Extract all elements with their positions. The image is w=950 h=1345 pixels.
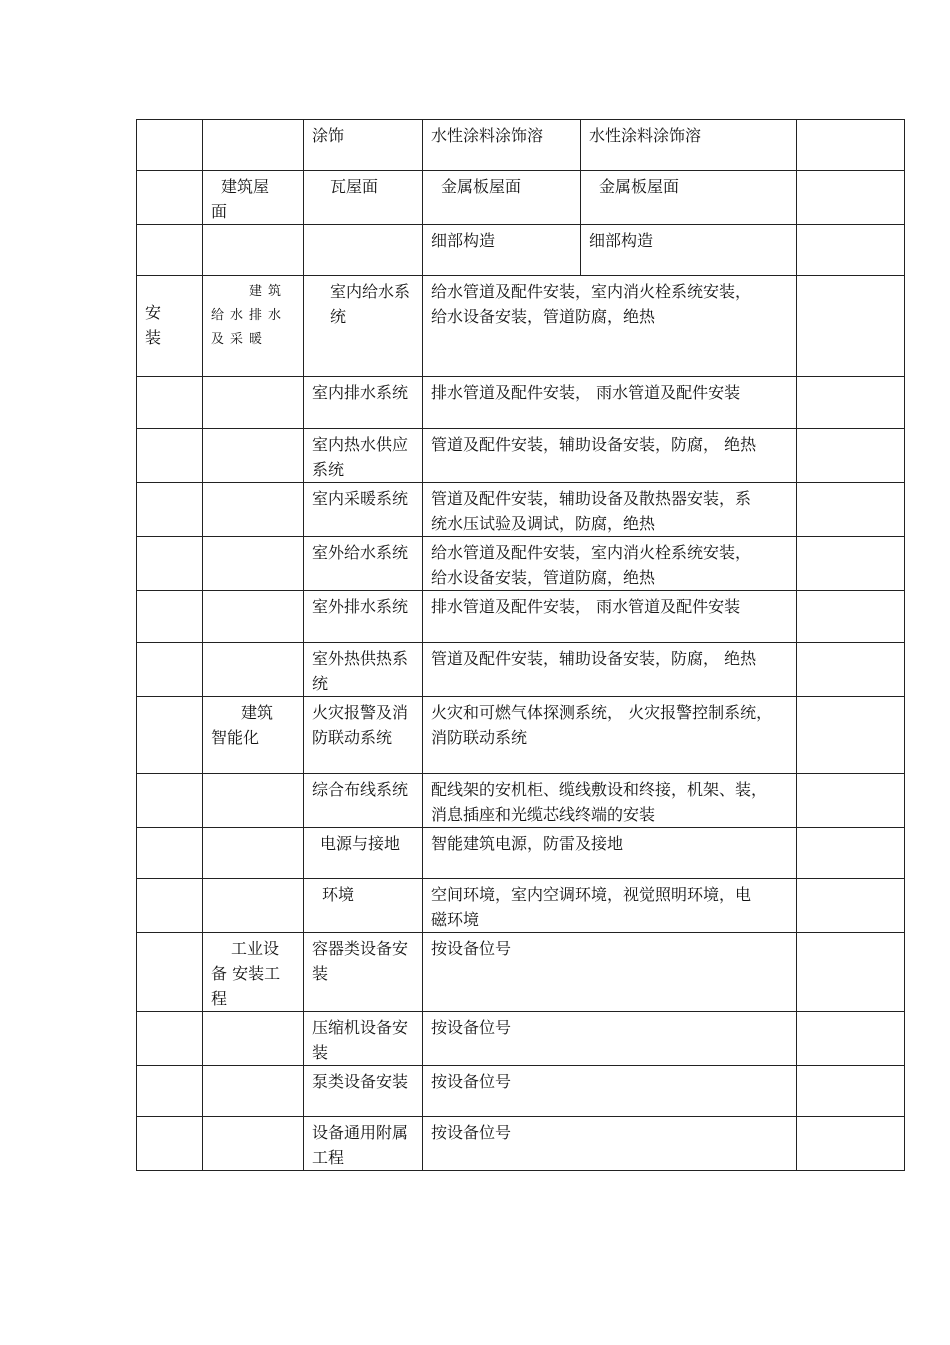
category-cell: [137, 697, 203, 774]
item-cell: 室内采暖系统: [304, 483, 423, 537]
item-cell: 室内热水供应系统: [304, 429, 423, 483]
category-cell: [137, 483, 203, 537]
category-cell: [137, 828, 203, 879]
subdivision-cell: [203, 1066, 304, 1117]
table-row: [137, 120, 905, 171]
subdivision-cell: [203, 1117, 304, 1171]
content-cell: 水性涂料涂饰溶: [423, 120, 581, 171]
remark-cell: [797, 828, 905, 879]
table-row: [137, 774, 905, 828]
remark-cell: [797, 879, 905, 933]
item-cell: 设备通用附属工程: [304, 1117, 423, 1171]
category-cell: [137, 1066, 203, 1117]
category-cell: 安装: [137, 276, 203, 377]
table-row: [137, 828, 905, 879]
remark-cell: [797, 483, 905, 537]
content-cell: 给水管道及配件安装，室内消火栓系统安装，给水设备安装，管道防腐，绝热: [423, 537, 797, 591]
table-row: [137, 1012, 905, 1066]
category-cell: [137, 171, 203, 225]
remark-cell: [797, 120, 905, 171]
remark-cell: [797, 276, 905, 377]
table-row: [137, 591, 905, 643]
item-cell: 综合布线系统: [304, 774, 423, 828]
table-row: [137, 429, 905, 483]
item-cell: 电源与接地: [304, 828, 423, 879]
table-row: [137, 537, 905, 591]
table-row: [137, 483, 905, 537]
category-cell: [137, 120, 203, 171]
category-cell: [137, 537, 203, 591]
remark-cell: [797, 537, 905, 591]
item-cell: 泵类设备安装: [304, 1066, 423, 1117]
subdivision-cell: 工业设备 安装工程: [203, 933, 304, 1012]
remark-cell: [797, 591, 905, 643]
content-cell: 细部构造: [581, 225, 797, 276]
content-cell: 水性涂料涂饰溶: [581, 120, 797, 171]
subdivision-cell: [203, 828, 304, 879]
table-row: [137, 643, 905, 697]
category-cell: [137, 225, 203, 276]
subdivision-cell: [203, 537, 304, 591]
item-cell: 室外热供热系统: [304, 643, 423, 697]
subdivision-cell: [203, 774, 304, 828]
remark-cell: [797, 774, 905, 828]
content-cell: 管道及配件安装，辅助设备安装，防腐， 绝热: [423, 643, 797, 697]
table-row: [137, 879, 905, 933]
remark-cell: [797, 429, 905, 483]
acceptance-division-table: [136, 119, 905, 1171]
remark-cell: [797, 1117, 905, 1171]
table-row: [137, 171, 905, 225]
item-cell: 涂饰: [304, 120, 423, 171]
content-cell: 排水管道及配件安装， 雨水管道及配件安装: [423, 591, 797, 643]
subdivision-cell: [203, 429, 304, 483]
content-cell: 按设备位号: [423, 1012, 797, 1066]
table-row: [137, 1117, 905, 1171]
content-cell: 按设备位号: [423, 933, 797, 1012]
content-cell: 排水管道及配件安装， 雨水管道及配件安装: [423, 377, 797, 429]
category-cell: [137, 591, 203, 643]
table-row: [137, 697, 905, 774]
remark-cell: [797, 171, 905, 225]
remark-cell: [797, 225, 905, 276]
content-cell: 按设备位号: [423, 1117, 797, 1171]
content-cell: 管道及配件安装，辅助设备及散热器安装，系统水压试验及调试，防腐，绝热: [423, 483, 797, 537]
category-cell: [137, 879, 203, 933]
subdivision-cell: [203, 377, 304, 429]
category-cell: [137, 1117, 203, 1171]
subdivision-cell: 建筑屋面: [203, 171, 304, 225]
remark-cell: [797, 1066, 905, 1117]
subdivision-cell: [203, 591, 304, 643]
item-cell: 室内排水系统: [304, 377, 423, 429]
content-cell: 细部构造: [423, 225, 581, 276]
item-cell: 压缩机设备安装: [304, 1012, 423, 1066]
content-cell: 配线架的安机柜、缆线敷设和终接，机架、装，消息插座和光缆芯线终端的安装: [423, 774, 797, 828]
item-cell: 室外给水系统: [304, 537, 423, 591]
table-row: [137, 225, 905, 276]
category-cell: [137, 643, 203, 697]
subdivision-cell: 建筑给水排水及采暖: [203, 276, 304, 377]
table-row: [137, 276, 905, 377]
subdivision-cell: [203, 120, 304, 171]
content-cell: 按设备位号: [423, 1066, 797, 1117]
category-cell: [137, 774, 203, 828]
subdivision-cell: [203, 879, 304, 933]
subdivision-cell: [203, 1012, 304, 1066]
item-cell: [304, 225, 423, 276]
remark-cell: [797, 643, 905, 697]
content-cell: 空间环境，室内空调环境，视觉照明环境，电磁环境: [423, 879, 797, 933]
item-cell: 瓦屋面: [304, 171, 423, 225]
remark-cell: [797, 697, 905, 774]
subdivision-cell: [203, 643, 304, 697]
item-cell: 室外排水系统: [304, 591, 423, 643]
item-cell: 室内给水系统: [304, 276, 423, 377]
remark-cell: [797, 933, 905, 1012]
category-cell: [137, 933, 203, 1012]
content-cell: 火灾和可燃气体探测系统， 火灾报警控制系统，消防联动系统: [423, 697, 797, 774]
category-cell: [137, 377, 203, 429]
subdivision-cell: [203, 225, 304, 276]
category-cell: [137, 429, 203, 483]
table-row: [137, 1066, 905, 1117]
content-cell: 金属板屋面: [423, 171, 581, 225]
table-row: [137, 377, 905, 429]
content-cell: 智能建筑电源，防雷及接地: [423, 828, 797, 879]
content-cell: 给水管道及配件安装，室内消火栓系统安装，给水设备安装，管道防腐，绝热: [423, 276, 797, 377]
item-cell: 火灾报警及消防联动系统: [304, 697, 423, 774]
subdivision-cell: 建筑智能化: [203, 697, 304, 774]
content-cell: 金属板屋面: [581, 171, 797, 225]
remark-cell: [797, 1012, 905, 1066]
category-cell: [137, 1012, 203, 1066]
table-row: [137, 933, 905, 1012]
item-cell: 容器类设备安装: [304, 933, 423, 1012]
content-cell: 管道及配件安装，辅助设备安装，防腐， 绝热: [423, 429, 797, 483]
subdivision-cell: [203, 483, 304, 537]
remark-cell: [797, 377, 905, 429]
item-cell: 环境: [304, 879, 423, 933]
